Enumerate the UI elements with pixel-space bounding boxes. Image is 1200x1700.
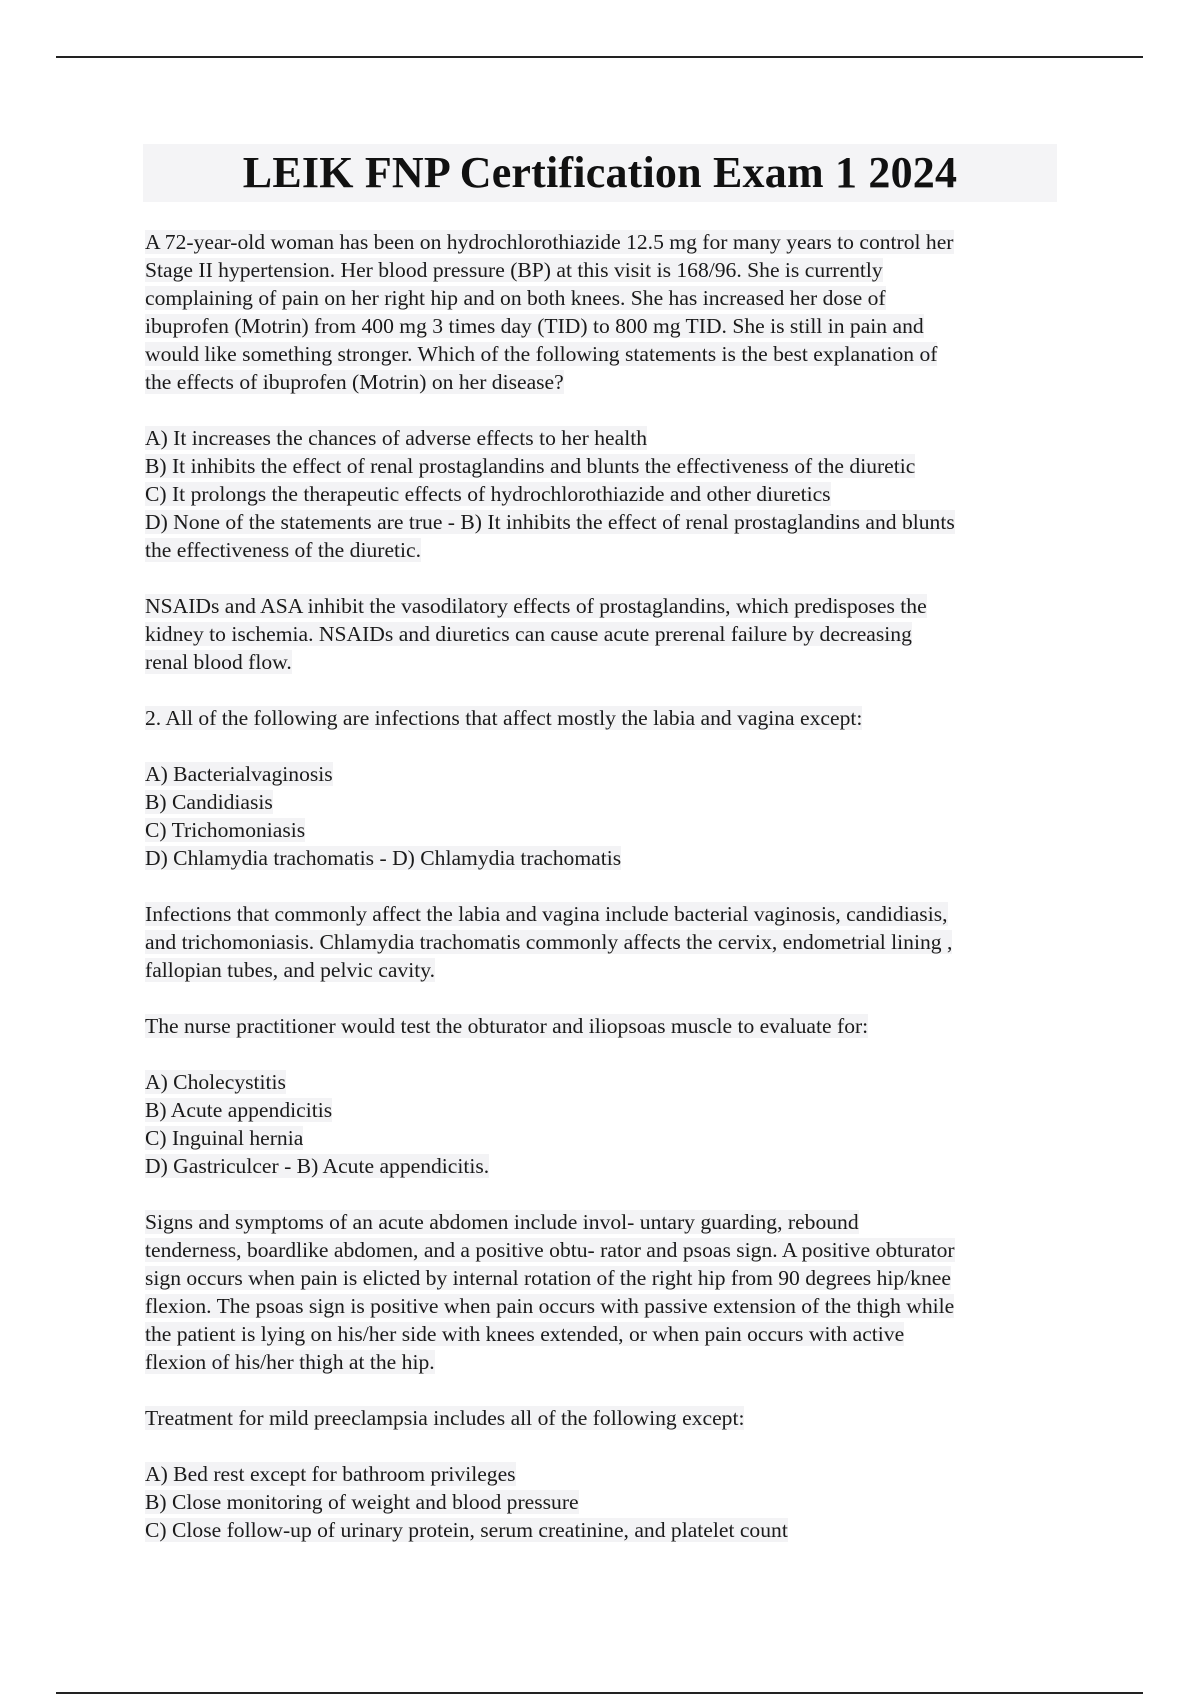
- answer-option-line: D) None of the statements are true - B) It inhibits the effect of renal prostaglandins and blunts: [145, 510, 955, 534]
- rationale-line: Signs and symptoms of an acute abdomen include invol- untary guarding, rebound: [145, 1210, 859, 1234]
- rationale-block: [145, 900, 1065, 984]
- rationale-line: renal blood flow.: [145, 650, 292, 674]
- answer-option-line: A) Cholecystitis: [145, 1070, 286, 1094]
- options-block: [145, 1068, 1065, 1180]
- title-banner: [143, 144, 1057, 202]
- answer-option-line: B) Close monitoring of weight and blood pressure: [145, 1490, 579, 1514]
- answer-option-line: A) It increases the chances of adverse effects to her health: [145, 426, 648, 450]
- question-line: Treatment for mild preeclampsia includes all of the following except:: [145, 1406, 745, 1430]
- answer-option-line: B) It inhibits the effect of renal prostaglandins and blunts the effectiveness of the diuretic: [145, 454, 916, 478]
- answer-option-line: D) Gastriculcer - B) Acute appendicitis.: [145, 1154, 490, 1178]
- question-line: would like something stronger. Which of the following statements is the best explanation of: [145, 342, 938, 366]
- rationale-block: [145, 1208, 1065, 1376]
- answer-option-line: C) It prolongs the therapeutic effects of hydrochlorothiazide and other diuretics: [145, 482, 831, 506]
- bottom-rule: [56, 1692, 1143, 1694]
- answer-option-line: C) Trichomoniasis: [145, 818, 306, 842]
- question-line: The nurse practitioner would test the obturator and iliopsoas muscle to evaluate for:: [145, 1014, 869, 1038]
- question-block: [145, 1404, 1065, 1432]
- rationale-line: sign occurs when pain is elicted by internal rotation of the right hip from 90 degrees hip/knee: [145, 1266, 951, 1290]
- rationale-block: [145, 592, 1065, 676]
- answer-option-line: C) Inguinal hernia: [145, 1126, 304, 1150]
- options-block: [145, 424, 1065, 564]
- question-line: Stage II hypertension. Her blood pressure (BP) at this visit is 168/96. She is currently: [145, 258, 883, 282]
- question-line: the effects of ibuprofen (Motrin) on her disease?: [145, 370, 564, 394]
- answer-option-line: C) Close follow-up of urinary protein, serum creatinine, and platelet count: [145, 1518, 788, 1542]
- document-title: LEIK FNP Certification Exam 1 2024: [242, 148, 958, 197]
- question-line: 2. All of the following are infections that affect mostly the labia and vagina except:: [145, 706, 863, 730]
- options-block: [145, 1460, 1065, 1544]
- answer-option-line: the effectiveness of the diuretic.: [145, 538, 422, 562]
- question-block: [145, 704, 1065, 732]
- answer-option-line: B) Candidiasis: [145, 790, 273, 814]
- answer-option-line: B) Acute appendicitis: [145, 1098, 333, 1122]
- answer-option-line: D) Chlamydia trachomatis - D) Chlamydia trachomatis: [145, 846, 622, 870]
- question-line: ibuprofen (Motrin) from 400 mg 3 times day (TID) to 800 mg TID. She is still in pain and: [145, 314, 924, 338]
- rationale-line: Infections that commonly affect the labia and vagina include bacterial vaginosis, candidiasis,: [145, 902, 948, 926]
- rationale-line: flexion of his/her thigh at the hip.: [145, 1350, 435, 1374]
- options-block: [145, 760, 1065, 872]
- rationale-line: tenderness, boardlike abdomen, and a positive obtu- rator and psoas sign. A positive obturator: [145, 1238, 955, 1262]
- rationale-line: and trichomoniasis. Chlamydia trachomatis commonly affects the cervix, endometrial lining ,: [145, 930, 953, 954]
- rationale-line: the patient is lying on his/her side with knees extended, or when pain occurs with active: [145, 1322, 905, 1346]
- exam-content: [145, 228, 1065, 1572]
- rationale-line: fallopian tubes, and pelvic cavity.: [145, 958, 436, 982]
- top-rule: [56, 56, 1143, 58]
- answer-option-line: A) Bacterialvaginosis: [145, 762, 333, 786]
- question-line: A 72-year-old woman has been on hydrochlorothiazide 12.5 mg for many years to control her: [145, 230, 954, 254]
- answer-option-line: A) Bed rest except for bathroom privileges: [145, 1462, 516, 1486]
- rationale-line: kidney to ischemia. NSAIDs and diuretics can cause acute prerenal failure by decreasing: [145, 622, 912, 646]
- question-block: [145, 228, 1065, 396]
- question-block: [145, 1012, 1065, 1040]
- rationale-line: NSAIDs and ASA inhibit the vasodilatory effects of prostaglandins, which predisposes the: [145, 594, 927, 618]
- rationale-line: flexion. The psoas sign is positive when pain occurs with passive extension of the thigh while: [145, 1294, 955, 1318]
- question-line: complaining of pain on her right hip and on both knees. She has increased her dose of: [145, 286, 886, 310]
